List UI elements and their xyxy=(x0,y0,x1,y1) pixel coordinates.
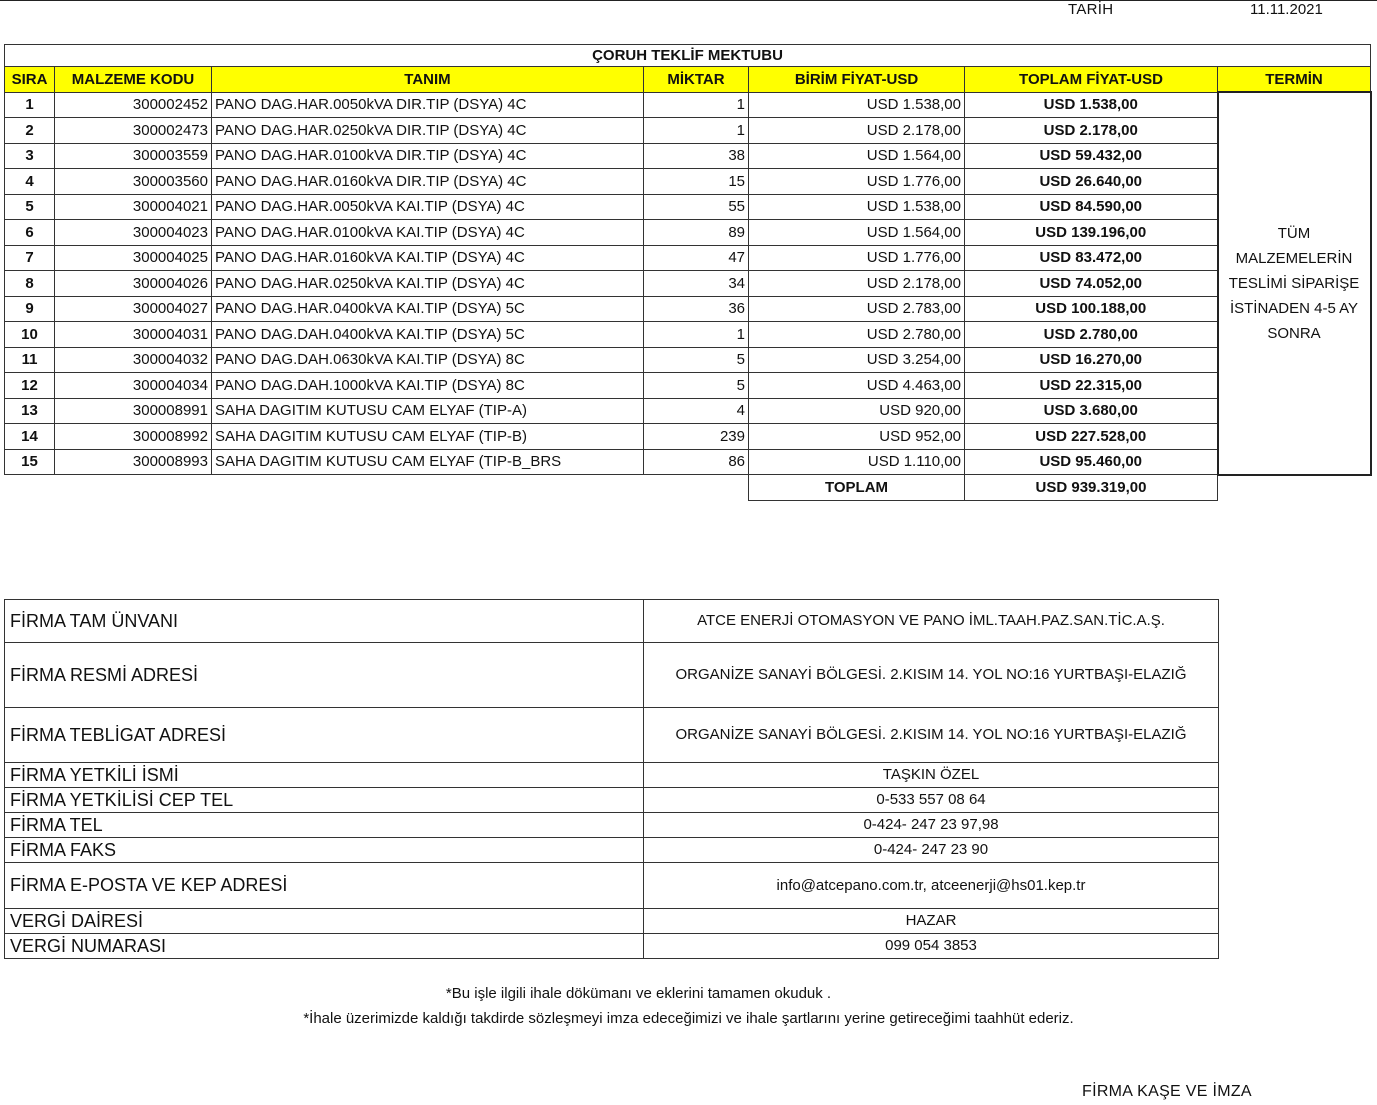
row-malzeme-kodu: 300004025 xyxy=(55,245,212,271)
row-birim-fiyat: USD 1.538,00 xyxy=(749,92,965,118)
total-spacer-right xyxy=(1218,475,1371,501)
table-row xyxy=(5,347,1371,373)
firm-info-value: 0-424- 247 23 90 xyxy=(644,838,1219,863)
row-toplam-fiyat: USD 26.640,00 xyxy=(965,169,1218,195)
firm-info-label: VERGİ DAİRESİ xyxy=(5,909,644,934)
firm-info-row xyxy=(5,600,1219,643)
table-row xyxy=(5,322,1371,348)
offer-title: ÇORUH TEKLİF MEKTUBU xyxy=(5,45,1371,67)
note-read-documents: *Bu işle ilgili ihale dökümanı ve eklerini tamamen okuduk . xyxy=(445,985,832,1002)
row-tanim: PANO DAG.HAR.0160kVA DIR.TIP (DSYA) 4C xyxy=(212,169,644,195)
row-toplam-fiyat: USD 1.538,00 xyxy=(965,92,1218,118)
firm-info-row xyxy=(5,763,1219,788)
note-commitment: *İhale üzerimizde kaldığı takdirde sözleşmeyi imza edeceğimizi ve ihale şartlarını yerine getireceğimi taahhüt ederiz. xyxy=(303,1010,1074,1027)
firm-info-table xyxy=(4,599,1219,959)
row-malzeme-kodu: 300004021 xyxy=(55,194,212,220)
offer-total-row xyxy=(5,475,1371,501)
row-tanim: SAHA DAGITIM KUTUSU CAM ELYAF (TIP-B_BRS xyxy=(212,449,644,475)
row-miktar: 1 xyxy=(644,322,749,348)
table-row xyxy=(5,169,1371,195)
table-row xyxy=(5,220,1371,246)
table-row xyxy=(5,373,1371,399)
row-birim-fiyat: USD 1.564,00 xyxy=(749,143,965,169)
row-miktar: 34 xyxy=(644,271,749,297)
total-spacer xyxy=(5,475,749,501)
row-tanim: PANO DAG.HAR.0400kVA KAI.TIP (DSYA) 5C xyxy=(212,296,644,322)
row-malzeme-kodu: 300008993 xyxy=(55,449,212,475)
firm-info-row xyxy=(5,863,1219,909)
row-tanim: PANO DAG.DAH.0630kVA KAI.TIP (DSYA) 8C xyxy=(212,347,644,373)
row-birim-fiyat: USD 1.110,00 xyxy=(749,449,965,475)
row-sira: 5 xyxy=(5,194,55,220)
column-header-tanim: TANIM xyxy=(212,67,644,93)
table-row xyxy=(5,245,1371,271)
column-header-sira: SIRA xyxy=(5,67,55,93)
row-sira: 7 xyxy=(5,245,55,271)
row-toplam-fiyat: USD 100.188,00 xyxy=(965,296,1218,322)
row-miktar: 86 xyxy=(644,449,749,475)
firm-info-label: VERGİ NUMARASI xyxy=(5,934,644,959)
row-birim-fiyat: USD 3.254,00 xyxy=(749,347,965,373)
row-malzeme-kodu: 300002452 xyxy=(55,92,212,118)
row-sira: 12 xyxy=(5,373,55,399)
row-malzeme-kodu: 300002473 xyxy=(55,118,212,144)
firm-info-row xyxy=(5,643,1219,708)
row-malzeme-kodu: 300008992 xyxy=(55,424,212,450)
row-sira: 9 xyxy=(5,296,55,322)
row-toplam-fiyat: USD 74.052,00 xyxy=(965,271,1218,297)
row-malzeme-kodu: 300008991 xyxy=(55,398,212,424)
row-toplam-fiyat: USD 16.270,00 xyxy=(965,347,1218,373)
row-malzeme-kodu: 300003560 xyxy=(55,169,212,195)
offer-body xyxy=(5,92,1371,475)
row-sira: 2 xyxy=(5,118,55,144)
row-toplam-fiyat: USD 139.196,00 xyxy=(965,220,1218,246)
firm-info-value: HAZAR xyxy=(644,909,1219,934)
row-toplam-fiyat: USD 83.472,00 xyxy=(965,245,1218,271)
row-miktar: 4 xyxy=(644,398,749,424)
table-row xyxy=(5,271,1371,297)
row-tanim: SAHA DAGITIM KUTUSU CAM ELYAF (TIP-B) xyxy=(212,424,644,450)
row-sira: 11 xyxy=(5,347,55,373)
column-header-termin: TERMİN xyxy=(1218,67,1371,93)
firm-info-value: ORGANİZE SANAYİ BÖLGESİ. 2.KISIM 14. YOL NO:16 YURTBAŞI-ELAZIĞ xyxy=(644,643,1219,708)
row-malzeme-kodu: 300004027 xyxy=(55,296,212,322)
firm-info-label: FİRMA TEL xyxy=(5,813,644,838)
column-header-miktar: MİKTAR xyxy=(644,67,749,93)
top-border-line xyxy=(0,0,1377,1)
firm-info-value: 0-424- 247 23 97,98 xyxy=(644,813,1219,838)
row-toplam-fiyat: USD 95.460,00 xyxy=(965,449,1218,475)
row-birim-fiyat: USD 1.776,00 xyxy=(749,245,965,271)
row-birim-fiyat: USD 1.564,00 xyxy=(749,220,965,246)
row-birim-fiyat: USD 2.178,00 xyxy=(749,271,965,297)
row-sira: 10 xyxy=(5,322,55,348)
date-label: TARİH xyxy=(1068,1,1114,18)
table-row xyxy=(5,194,1371,220)
row-sira: 8 xyxy=(5,271,55,297)
row-tanim: PANO DAG.HAR.0160kVA KAI.TIP (DSYA) 4C xyxy=(212,245,644,271)
row-toplam-fiyat: USD 227.528,00 xyxy=(965,424,1218,450)
row-malzeme-kodu: 300004031 xyxy=(55,322,212,348)
row-birim-fiyat: USD 920,00 xyxy=(749,398,965,424)
row-sira: 15 xyxy=(5,449,55,475)
row-tanim: PANO DAG.HAR.0050kVA DIR.TIP (DSYA) 4C xyxy=(212,92,644,118)
total-label: TOPLAM xyxy=(749,475,965,501)
row-malzeme-kodu: 300004034 xyxy=(55,373,212,399)
row-miktar: 1 xyxy=(644,92,749,118)
row-malzeme-kodu: 300003559 xyxy=(55,143,212,169)
table-row xyxy=(5,143,1371,169)
firm-info-label: FİRMA TAM ÜNVANI xyxy=(5,600,644,643)
row-miktar: 36 xyxy=(644,296,749,322)
firm-info-row xyxy=(5,813,1219,838)
firm-info-label: FİRMA RESMİ ADRESİ xyxy=(5,643,644,708)
signature-label: FİRMA KAŞE VE İMZA xyxy=(1082,1083,1252,1100)
row-sira: 4 xyxy=(5,169,55,195)
row-birim-fiyat: USD 2.780,00 xyxy=(749,322,965,348)
row-birim-fiyat: USD 2.178,00 xyxy=(749,118,965,144)
firm-info-label: FİRMA YETKİLİ İSMİ xyxy=(5,763,644,788)
row-tanim: PANO DAG.HAR.0250kVA DIR.TIP (DSYA) 4C xyxy=(212,118,644,144)
row-toplam-fiyat: USD 3.680,00 xyxy=(965,398,1218,424)
firm-info-label: FİRMA FAKS xyxy=(5,838,644,863)
row-miktar: 1 xyxy=(644,118,749,144)
row-toplam-fiyat: USD 22.315,00 xyxy=(965,373,1218,399)
firm-info-row xyxy=(5,909,1219,934)
firm-info-value: ATCE ENERJİ OTOMASYON VE PANO İML.TAAH.PAZ.SAN.TİC.A.Ş. xyxy=(644,600,1219,643)
row-miktar: 47 xyxy=(644,245,749,271)
row-sira: 14 xyxy=(5,424,55,450)
table-row xyxy=(5,296,1371,322)
row-tanim: PANO DAG.HAR.0100kVA KAI.TIP (DSYA) 4C xyxy=(212,220,644,246)
table-row xyxy=(5,424,1371,450)
row-malzeme-kodu: 300004026 xyxy=(55,271,212,297)
row-tanim: PANO DAG.HAR.0050kVA KAI.TIP (DSYA) 4C xyxy=(212,194,644,220)
row-tanim: PANO DAG.HAR.0100kVA DIR.TIP (DSYA) 4C xyxy=(212,143,644,169)
firm-info-body xyxy=(5,600,1219,959)
row-miktar: 55 xyxy=(644,194,749,220)
row-miktar: 38 xyxy=(644,143,749,169)
row-sira: 6 xyxy=(5,220,55,246)
row-sira: 1 xyxy=(5,92,55,118)
column-header-malzeme-kodu: MALZEME KODU xyxy=(55,67,212,93)
row-miktar: 5 xyxy=(644,373,749,399)
firm-info-value: info@atcepano.com.tr, atceenerji@hs01.kep.tr xyxy=(644,863,1219,909)
row-birim-fiyat: USD 1.538,00 xyxy=(749,194,965,220)
firm-info-row xyxy=(5,838,1219,863)
row-birim-fiyat: USD 952,00 xyxy=(749,424,965,450)
row-miktar: 5 xyxy=(644,347,749,373)
firm-info-value: TAŞKIN ÖZEL xyxy=(644,763,1219,788)
firm-info-row xyxy=(5,788,1219,813)
row-birim-fiyat: USD 2.783,00 xyxy=(749,296,965,322)
table-row xyxy=(5,92,1371,118)
firm-info-value: ORGANİZE SANAYİ BÖLGESİ. 2.KISIM 14. YOL NO:16 YURTBAŞI-ELAZIĞ xyxy=(644,708,1219,763)
firm-info-value: 0-533 557 08 64 xyxy=(644,788,1219,813)
row-tanim: SAHA DAGITIM KUTUSU CAM ELYAF (TIP-A) xyxy=(212,398,644,424)
offer-header-row xyxy=(5,67,1371,93)
firm-info-label: FİRMA TEBLİGAT ADRESİ xyxy=(5,708,644,763)
termin-note: TÜM MALZEMELERİN TESLİMİ SİPARİŞE İSTİNADEN 4-5 AY SONRA xyxy=(1218,92,1371,475)
firm-info-label: FİRMA YETKİLİSİ CEP TEL xyxy=(5,788,644,813)
row-tanim: PANO DAG.DAH.1000kVA KAI.TIP (DSYA) 8C xyxy=(212,373,644,399)
firm-info-row xyxy=(5,934,1219,959)
row-toplam-fiyat: USD 59.432,00 xyxy=(965,143,1218,169)
offer-table xyxy=(4,44,1372,501)
date-value: 11.11.2021 xyxy=(1250,1,1323,18)
row-malzeme-kodu: 300004023 xyxy=(55,220,212,246)
table-row xyxy=(5,398,1371,424)
row-miktar: 89 xyxy=(644,220,749,246)
firm-info-row xyxy=(5,708,1219,763)
firm-info-label: FİRMA E-POSTA VE KEP ADRESİ xyxy=(5,863,644,909)
row-toplam-fiyat: USD 84.590,00 xyxy=(965,194,1218,220)
row-miktar: 15 xyxy=(644,169,749,195)
row-toplam-fiyat: USD 2.780,00 xyxy=(965,322,1218,348)
row-birim-fiyat: USD 4.463,00 xyxy=(749,373,965,399)
row-malzeme-kodu: 300004032 xyxy=(55,347,212,373)
column-header-birim-fiyat: BİRİM FİYAT-USD xyxy=(749,67,965,93)
row-tanim: PANO DAG.DAH.0400kVA KAI.TIP (DSYA) 5C xyxy=(212,322,644,348)
column-header-toplam-fiyat: TOPLAM FİYAT-USD xyxy=(965,67,1218,93)
table-row xyxy=(5,449,1371,475)
firm-info-value: 099 054 3853 xyxy=(644,934,1219,959)
row-tanim: PANO DAG.HAR.0250kVA KAI.TIP (DSYA) 4C xyxy=(212,271,644,297)
table-row xyxy=(5,118,1371,144)
row-birim-fiyat: USD 1.776,00 xyxy=(749,169,965,195)
row-sira: 3 xyxy=(5,143,55,169)
row-toplam-fiyat: USD 2.178,00 xyxy=(965,118,1218,144)
row-sira: 13 xyxy=(5,398,55,424)
row-miktar: 239 xyxy=(644,424,749,450)
total-value: USD 939.319,00 xyxy=(965,475,1218,501)
